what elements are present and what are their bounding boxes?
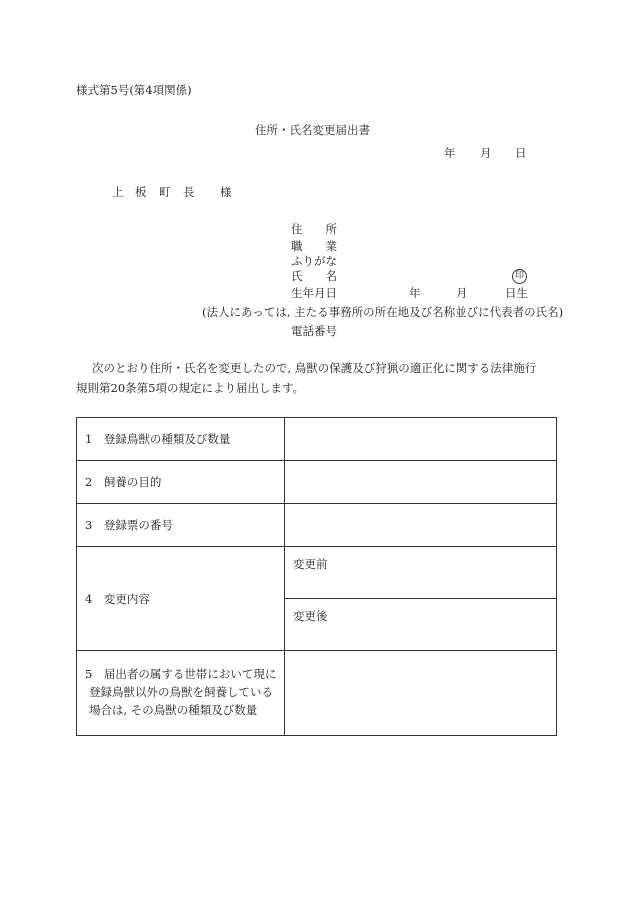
row-label: 2 飼養の目的 bbox=[77, 461, 285, 504]
table-row bbox=[77, 461, 557, 504]
row-label bbox=[77, 651, 285, 736]
address-label: 住 所 bbox=[291, 222, 337, 236]
addressee-char: 町 bbox=[159, 185, 171, 199]
table-row bbox=[77, 504, 557, 547]
birth-month-label: 月 bbox=[456, 286, 468, 300]
row-label: 3 登録票の番号 bbox=[77, 504, 285, 547]
row-value-field[interactable] bbox=[285, 461, 557, 504]
row-label: 4 変更内容 bbox=[77, 547, 285, 651]
row5-label-line: 場合は, その鳥獣の種類及び数量 bbox=[89, 702, 258, 717]
occupation-label: 職 業 bbox=[291, 239, 337, 253]
addressee-honorific: 様 bbox=[220, 185, 232, 199]
date-year-label: 年 bbox=[444, 146, 456, 160]
date-day-label: 日 bbox=[515, 146, 527, 160]
table-row bbox=[77, 547, 557, 599]
form-number: 様式第5号(第4項関係) bbox=[76, 83, 192, 97]
birth-day-label: 日生 bbox=[505, 286, 528, 300]
seal-mark: 印 bbox=[512, 269, 527, 284]
date-month-label: 月 bbox=[480, 146, 492, 160]
row-value-field[interactable] bbox=[285, 504, 557, 547]
row-value-field[interactable] bbox=[285, 651, 557, 736]
birth-year-label: 年 bbox=[409, 286, 421, 300]
row5-label-line: 登録鳥獣以外の鳥獣を飼養している bbox=[89, 685, 273, 700]
row5-label-line: 5 届出者の属する世帯において現に bbox=[85, 667, 277, 682]
addressee-char: 上 bbox=[112, 185, 124, 199]
body-text-line1: 次のとおり住所・氏名を変更したので, 鳥獣の保護及び狩猟の適正化に関する法律施行 bbox=[92, 361, 537, 375]
row-value-field[interactable] bbox=[285, 418, 557, 461]
name-label: 氏 名 bbox=[291, 269, 337, 283]
birthdate-label: 生年月日 bbox=[291, 286, 337, 300]
notification-table bbox=[76, 417, 557, 736]
phone-label: 電話番号 bbox=[291, 324, 337, 338]
addressee-char: 長 bbox=[183, 185, 195, 199]
body-text-line2: 規則第20条第5項の規定により届出します。 bbox=[76, 381, 305, 395]
document-title: 住所・氏名変更届出書 bbox=[255, 123, 370, 137]
furigana-label: ふりがな bbox=[291, 254, 337, 268]
corporate-note: (法人にあっては, 主たる事務所の所在地及び名称並びに代表者の氏名) bbox=[202, 305, 564, 319]
row-label: 1 登録鳥獣の種類及び数量 bbox=[77, 418, 285, 461]
table-row bbox=[77, 651, 557, 736]
change-after-field[interactable]: 変更後 bbox=[285, 599, 557, 651]
table-row bbox=[77, 418, 557, 461]
change-before-field[interactable]: 変更前 bbox=[285, 547, 557, 599]
addressee-char: 板 bbox=[135, 185, 147, 199]
